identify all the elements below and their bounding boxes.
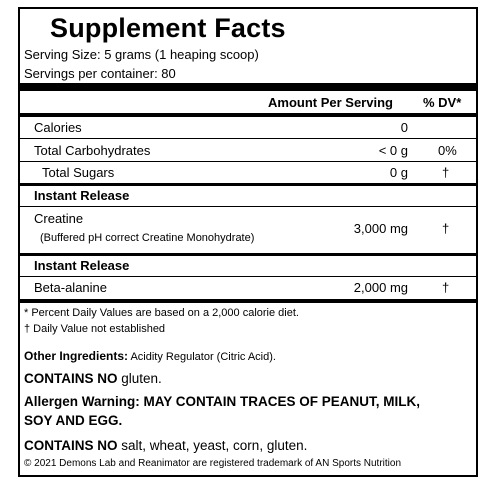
ingredient-dv: † (442, 280, 450, 295)
section-header-instant-release: Instant Release (20, 253, 476, 276)
allergen-line-2: SOY AND EGG. (24, 413, 123, 428)
ingredient-name: Beta-alanine (34, 280, 107, 295)
contains-no-label: CONTAINS NO (24, 438, 118, 453)
nutrient-row-carbs (20, 138, 476, 161)
other-ingredients-text: Acidity Regulator (Citric Acid). (128, 351, 276, 363)
nutrient-amount: 0 g (389, 165, 408, 180)
other-ingredients (20, 349, 476, 363)
ingredient-subtext: (Buffered pH correct Creatine Monohydrate) (40, 232, 255, 244)
section-header-instant-release: Instant Release (20, 183, 476, 206)
nutrient-amount: < 0 g (378, 143, 408, 158)
footnote-percent-dv: * Percent Daily Values are based on a 2,000 calorie diet. (24, 307, 299, 319)
allergen-line-1: MAY CONTAIN TRACES OF PEANUT, MILK, (139, 394, 421, 409)
serving-size: Serving Size: 5 grams (1 heaping scoop) (24, 47, 259, 62)
other-ingredients-label: Other Ingredients: (24, 349, 129, 363)
footnote-dv-not-established: † Daily Value not established (24, 323, 166, 335)
nutrient-row-sugars (20, 161, 476, 183)
allergen-warning (20, 392, 476, 430)
contains-no-gluten (20, 371, 476, 386)
nutrient-amount: 0 (400, 120, 408, 135)
thick-divider (20, 83, 476, 91)
ingredient-amount: 2,000 mg (353, 280, 408, 295)
bottom-divider (20, 299, 476, 303)
nutrient-name: Calories (34, 120, 82, 135)
nutrient-dv: 0% (438, 143, 457, 158)
ingredient-dv: † (442, 221, 450, 236)
copyright-notice: © 2021 Demons Lab and Reanimator are registered trademark of AN Sports Nutrition (24, 458, 402, 469)
servings-per-container: Servings per container: 80 (24, 66, 176, 81)
ingredient-amount: 3,000 mg (353, 221, 408, 236)
nutrient-name: Total Carbohydrates (34, 143, 151, 158)
amount-per-serving-header: Amount Per Serving (268, 95, 393, 110)
nutrient-row-calories (20, 113, 476, 138)
supplement-facts-panel (18, 7, 478, 477)
contains-no-list (20, 438, 476, 453)
panel-title: Supplement Facts (50, 13, 286, 43)
contains-no-text: salt, wheat, yeast, corn, gluten. (117, 438, 308, 453)
daily-value-header: % DV* (423, 95, 462, 110)
contains-no-text: gluten. (117, 371, 162, 386)
allergen-label: Allergen Warning: (24, 394, 140, 409)
contains-no-label: CONTAINS NO (24, 371, 118, 386)
ingredient-name: Creatine (34, 211, 84, 226)
column-header-row (20, 91, 476, 113)
nutrient-name: Total Sugars (42, 165, 115, 180)
ingredient-row-beta-alanine (20, 276, 476, 299)
nutrient-dv: † (442, 165, 450, 180)
ingredient-row-creatine (20, 206, 476, 253)
